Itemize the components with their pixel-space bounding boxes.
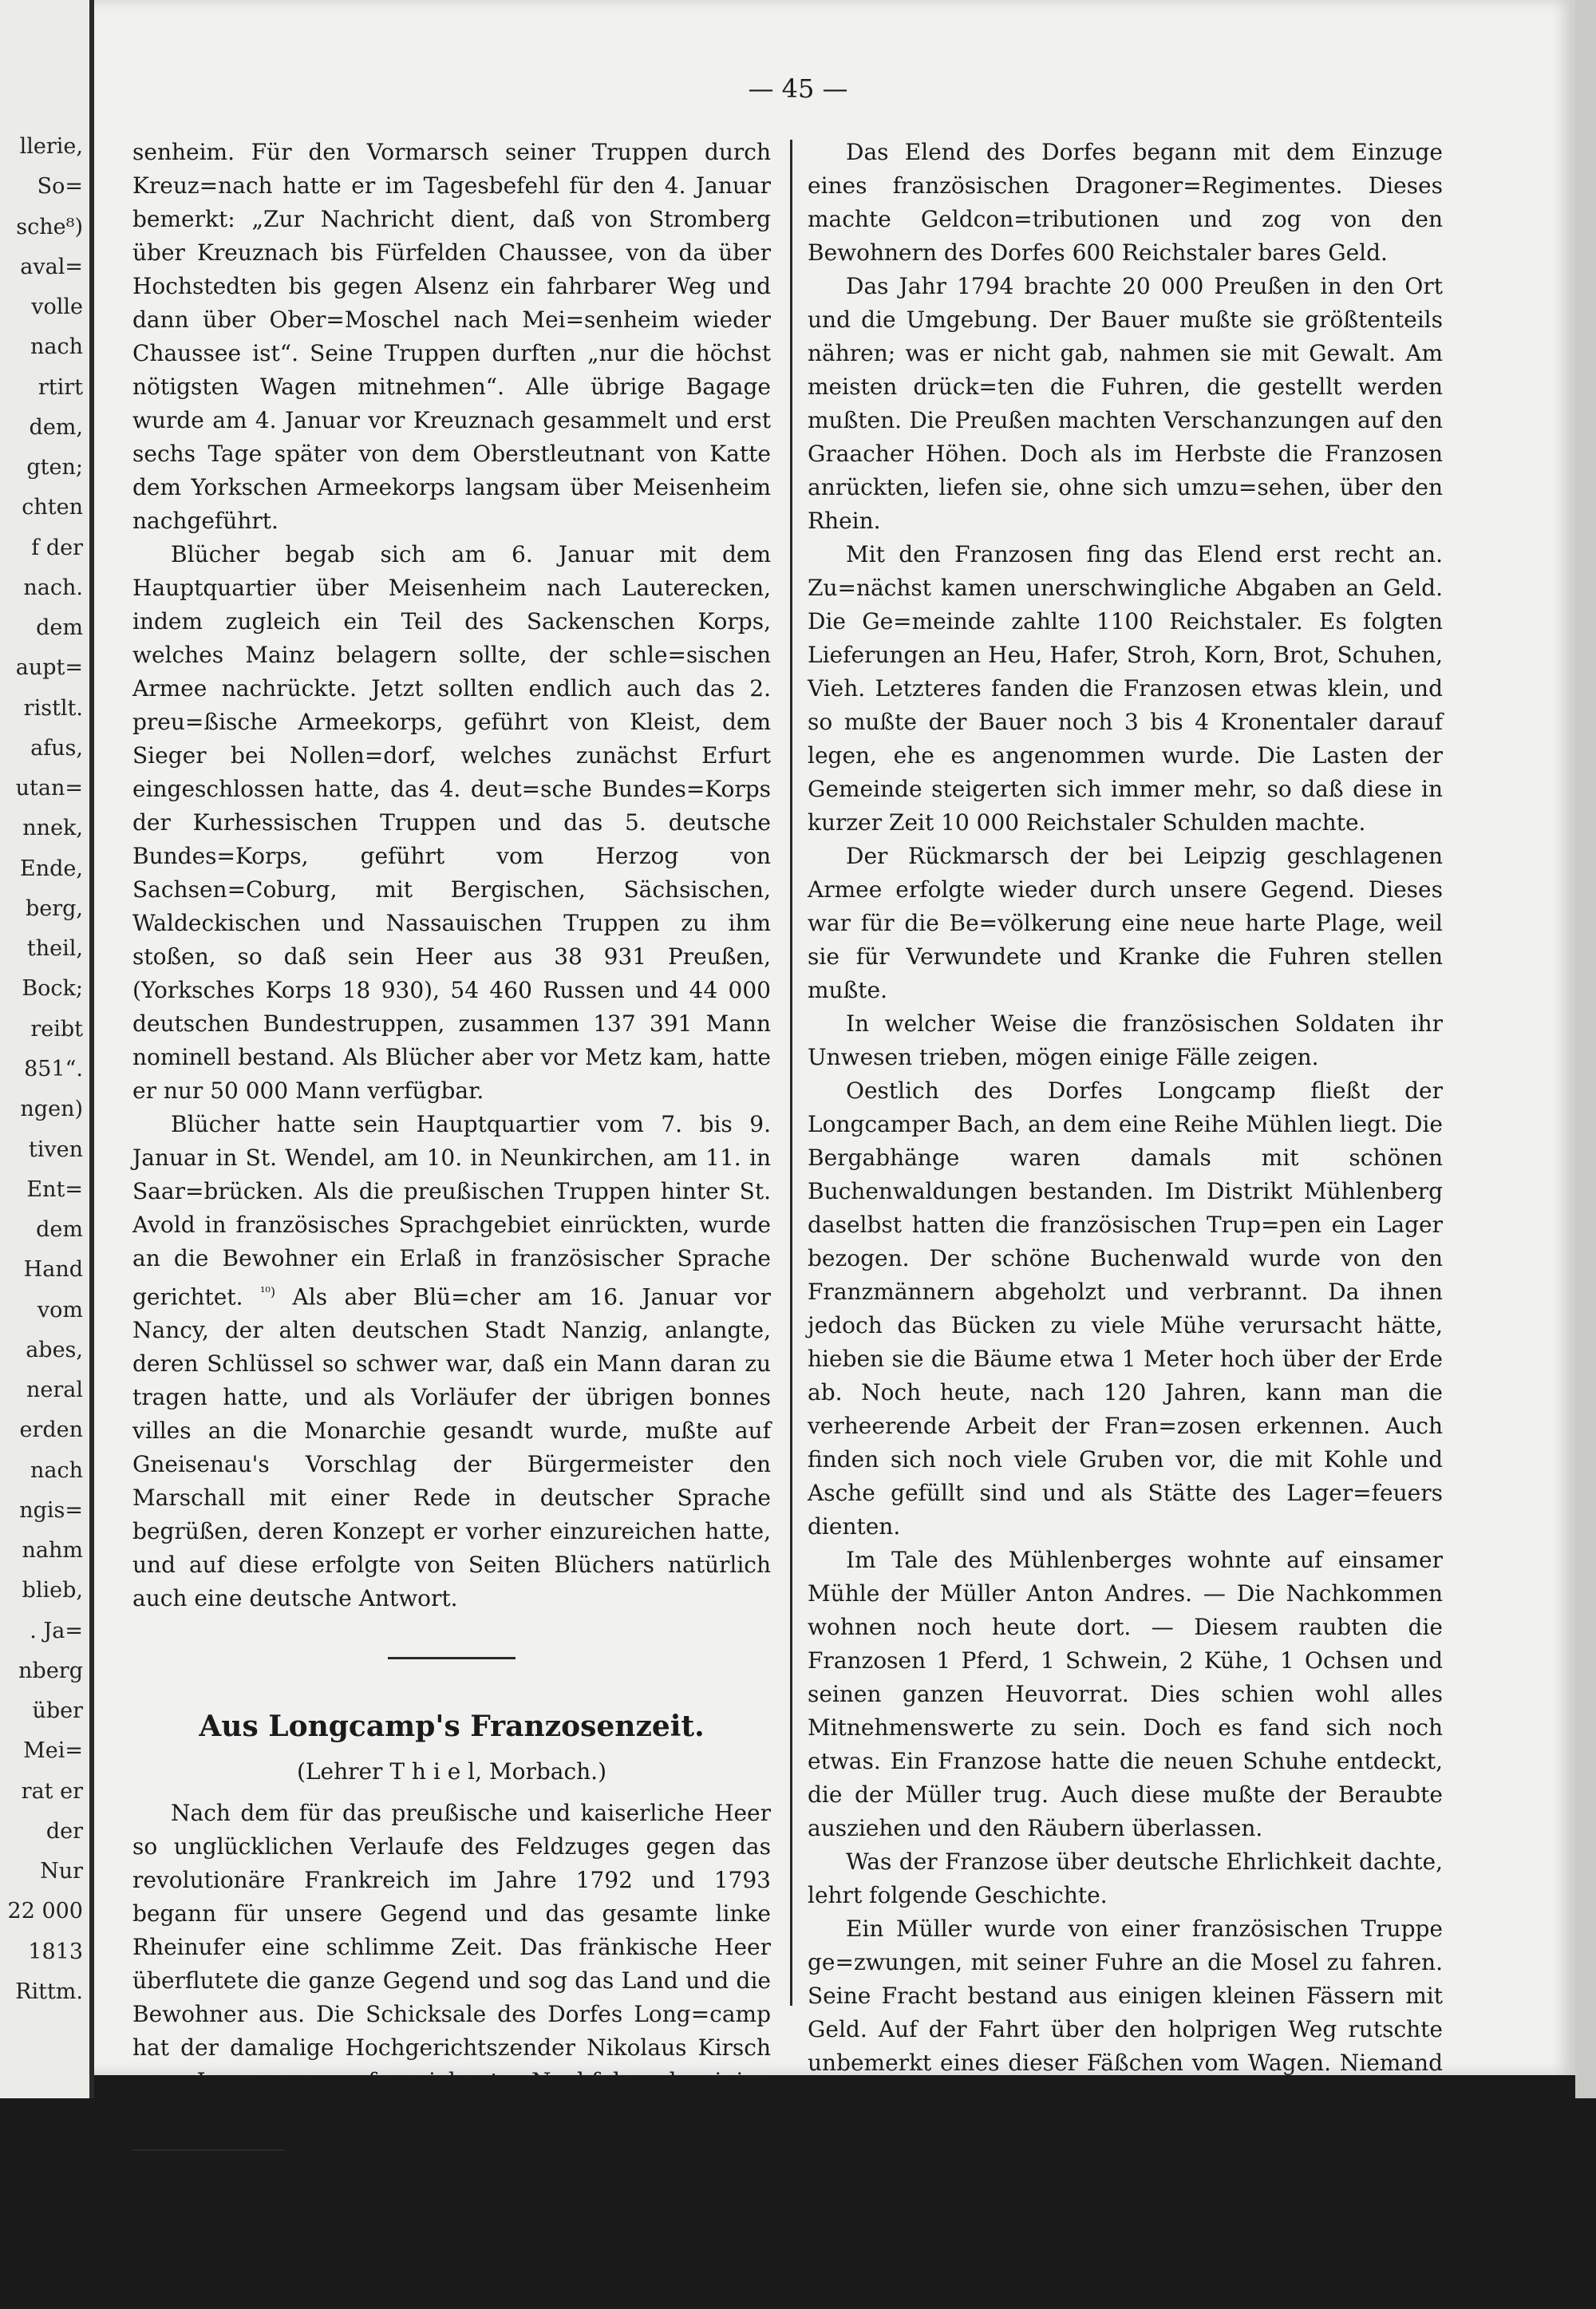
paragraph-text: Blücher hatte sein Hauptquartier vom 7. bis 9. Januar in St. Wendel, am 10. in Neunkirchen, am 11. in Saar=brücken. Als die preußischen Truppen hinter St. Avold in französisches Sprachgebiet einrückten, wurde an die Bewohner ein Erlaß in französischer Sprache gerichtet.: [132, 1111, 771, 1311]
previous-page-fragment: chten: [22, 495, 83, 520]
previous-page-fragment: rtirt: [38, 375, 83, 400]
previous-page-fragment: utan=: [15, 776, 83, 801]
left-column: [132, 136, 771, 2309]
previous-page-fragment: ngis=: [19, 1498, 83, 1523]
page-number: — 45 —: [748, 73, 848, 104]
previous-page-fragment: ngen): [20, 1097, 83, 1121]
section-divider: [388, 1657, 516, 1659]
previous-page-fragment: reibt: [30, 1017, 83, 1042]
paragraph: [132, 1108, 771, 1615]
previous-page-fragment: ristlt.: [23, 696, 83, 721]
article-heading: Aus Longcamp's Franzosenzeit.: [199, 1710, 705, 1744]
previous-page-fragment: afus,: [30, 736, 83, 761]
previous-page-fragment: 22 000: [7, 1899, 83, 1924]
previous-page-fragment: gten;: [26, 455, 83, 480]
previous-page-fragment: Nur: [40, 1859, 83, 1884]
previous-page-fragment: sche⁸): [16, 215, 83, 239]
paragraph: Blücher begab sich am 6. Januar mit dem Hauptquartier über Meisenheim nach Lauterecken, indem zugleich ein Teil des Sackenschen Korps, welches Mainz belagern sollte, der schle=sischen Armee nachrückte. Jetzt sollten endlich auch das 2. preu=ßische Armeekorps, geführt von Kleist, dem Sieger bei Nollen=dorf, welches zunächst Erfurt eingeschlossen hatte, das 4. deut=sche Bundes=Korps der Kurhessischen Truppen und das 5. deutsche Bundes=Korps, geführt vom Herzog von Sachsen=Coburg, mit Bergischen, Sächsischen, Waldeckischen und Nassauischen Truppen zu ihm stoßen, so daß sein Heer aus 38 931 Preußen, (Yorksches Korps 18 930), 54 460 Russen und 44 000 deutschen Bundestruppen, zusammen 137 391 Mann nominell bestand. Als Blücher aber vor Metz kam, hatte er nur 50 000 Mann verfügbar.: [132, 541, 771, 1104]
previous-page-fragment: Hand: [23, 1257, 83, 1282]
previous-page-fragment: Ende,: [20, 856, 83, 881]
next-page-edge: [1575, 0, 1596, 2098]
paragraph: Der Rückmarsch der bei Leipzig geschlagenen Armee erfolgte wieder durch unsere Gegend. Dieses war für die Be=völkerung eine neue harte Plage, weil sie für Verwundete und Kranke die Fuhren stellen mußte.: [808, 843, 1443, 1003]
paragraph: Was der Franzose über deutsche Ehrlichkeit dachte, lehrt folgende Geschichte.: [808, 1848, 1443, 1908]
footnote-reference: ¹⁰): [260, 1284, 276, 1299]
previous-page-fragment: abes,: [26, 1338, 83, 1362]
previous-page-fragment: der: [45, 1819, 83, 1844]
previous-page-fragment: . Ja=: [30, 1619, 83, 1643]
previous-page-fragment: über: [32, 1698, 83, 1723]
previous-page-fragment: rat er: [21, 1779, 83, 1804]
previous-page-fragment: 851“.: [24, 1057, 83, 1081]
previous-page-fragment: llerie,: [19, 134, 83, 159]
previous-page-fragment: nnek,: [22, 816, 83, 840]
previous-page-fragment: 1813: [28, 1939, 83, 1964]
previous-page-fragment: nach: [30, 1458, 83, 1483]
previous-page-fragment: dem: [36, 615, 83, 640]
paragraph: senheim. Für den Vormarsch seiner Truppen durch Kreuz=nach hatte er im Tagesbefehl für den 4. Januar bemerkt: „Zur Nachricht dient, daß von Stromberg über Kreuznach bis Fürfelden Chaussee, von da über Hochstedten bis gegen Alsenz ein fahrbarer Weg und dann über Ober=Moschel nach Mei=senheim wieder Chaussee ist“. Seine Truppen durften „nur die höchst nötigsten Wagen mitnehmen“. Alle übrige Bagage wurde am 4. Januar vor Kreuznach gesammelt und erst sechs Tage später von dem Oberstleutnant von Katte dem Yorkschen Armeekorps langsam über Meisenheim nachgeführt.: [132, 139, 771, 534]
paragraph: Das Jahr 1794 brachte 20 000 Preußen in den Ort und die Umgebung. Der Bauer mußte sie größtenteils nähren; was er nicht gab, nahmen sie mit Gewalt. Am meisten drück=ten die Fuhren, die gestellt werden mußten. Die Preußen machten Verschanzungen auf den Graacher Höhen. Doch als im Herbste die Franzosen anrückten, liefen sie, ohne sich umzu=sehen, über den Rhein.: [808, 273, 1443, 534]
previous-page-fragment: blieb,: [22, 1578, 83, 1603]
paragraph: Ein Müller wurde von einer französischen Truppe ge=zwungen, mit seiner Fuhre an die Mosel zu fahren. Seine Fracht bestand aus einigen kleinen Fässern mit Geld. Auf der Fahrt über den holprigen Weg rutschte unbemerkt eines dieser Fäßchen vom Wagen. Niemand entdeckte diesen Vor=fall. Da kam des Weges ein Bauersmann und fand das Faß mit dem klingenden Inhalte. „Das wäre eine günstige Ge=legenheit, wieder zu deinem geraubten Geld und Gut zu kom=men,“ dachte er. Er sann und erwog, was da zu tun sei.: [808, 1916, 1443, 2244]
previous-page-fragment: dem,: [29, 415, 83, 440]
paragraph: Nach dem für das preußische und kaiserliche Heer so unglücklichen Verlaufe des Feldzuges gegen das revolutionäre Frankreich im Jahre 1792 und 1793 begann für unsere Gegend und das gesamte linke Rheinufer eine schlimme Zeit. Das fränkische Heer überflutete die ganze Gegend und sog das Land und die Bewohner aus. Die Schicksale des Dorfes Long=camp hat der damalige Hochgerichtszender Nikolaus Kirsch aus Longcamp aufgezeichnet. Nachfolgend einige Einzelheiten aus diesen Aufzeichnungen.: [132, 1800, 771, 2129]
paragraph: Mit den Franzosen fing das Elend erst recht an. Zu=nächst kamen unerschwingliche Abgaben an Geld. Die Ge=meinde zahlte 1100 Reichstaler. Es folgten Lieferungen an Heu, Hafer, Stroh, Korn, Brot, Schuhen, Vieh. Letzteres fanden die Franzosen etwas klein, und so mußte der Bauer noch 3 bis 4 Kronentaler darauf legen, ehe es angenommen wurde. Die Lasten der Gemeinde steigerten sich immer mehr, so daß diese in kurzer Zeit 10 000 Reichstaler Schulden machte.: [808, 541, 1443, 836]
previous-page-edge: [0, 0, 94, 2098]
previous-page-fragment: So=: [37, 174, 83, 199]
column-divider: [790, 140, 792, 2006]
previous-page-fragment: dem: [36, 1217, 83, 1242]
paragraph: Das Elend des Dorfes begann mit dem Einzuge eines französischen Dragoner=Regimentes. Dieses machte Geldcon=tributionen und zog von den Bewohnern des Dorfes 600 Reichstaler bares Geld.: [808, 139, 1443, 266]
previous-page-fragment: erden: [19, 1417, 83, 1442]
previous-page-fragment: nberg: [18, 1659, 83, 1683]
previous-page-fragment: aval=: [20, 255, 83, 279]
previous-page-fragment: Rittm.: [15, 1979, 83, 2004]
previous-page-fragment: tiven: [28, 1137, 83, 1162]
footnote: ¹⁰) Zu Trier wurde am 15. Januar in dem noch zwei=sprachigen Journal du Département de la Sarre, Journal des Saardepartements Blüchers Erlaß vom 1. Januar in französi=scher Uebersetzung und deutschem Original gedruckt; am Ende de Blucher, von Blücher.: [132, 2169, 771, 2307]
previous-page-fragment: neral: [26, 1378, 83, 1402]
previous-page-fragment: aupt=: [15, 655, 83, 680]
paragraph: Oestlich des Dorfes Longcamp fließt der Longcamper Bach, an dem eine Reihe Mühlen liegt. Die Bergabhänge waren damals mit schönen Buchenwaldungen bestanden. Im Distrikt Mühlenberg daselbst hatten die französischen Trup=pen ein Lager bezogen. Der schöne Buchenwald wurde von den Franzmännern abgeholzt und verbrannt. Da ihnen jedoch das Bücken zu viele Mühe verursacht hätte, hieben sie die Bäume etwa 1 Meter hoch über der Erde ab. Noch heute, nach 120 Jahren, kann man die verheerende Arbeit der Fran=zosen erkennen. Auch finden sich noch viele Gruben vor, die mit Kohle und Asche gefüllt sind und als Stätte des Lager=feuers dienten.: [808, 1077, 1443, 1540]
previous-page-fragment: f der: [31, 536, 83, 560]
previous-page-fragment: vom: [37, 1298, 83, 1323]
article-byline: (Lehrer T h i e l, Morbach.): [296, 1758, 607, 1785]
previous-page-fragment: nahm: [22, 1538, 83, 1563]
previous-page-fragment: Mei=: [23, 1738, 83, 1763]
previous-page-fragment: berg,: [25, 896, 83, 921]
right-column: [808, 136, 1443, 2248]
paragraph-text: Als aber Blü=cher am 16. Januar vor Nancy, der alten deutschen Stadt Nanzig, anlangte, deren Schlüssel so schwer war, daß ein Mann daran zu tragen hatte, und als Vorläufer der übrigen bonnes villes an die Monarchie gesandt wurde, mußte auf Gneisenau's Vorschlag der Bürgermeister den Marschall mit einer Rede in deutscher Sprache begrüßen, deren Konzept er vorher einzureichen hatte, und auf diese erfolgte von Seiten Blüchers natürlich auch eine deutsche Antwort.: [132, 1283, 771, 1612]
previous-page-fragment: volle: [31, 295, 83, 319]
previous-page-fragment: theil,: [26, 936, 83, 961]
paragraph: In welcher Weise die französischen Soldaten ihr Unwesen trieben, mögen einige Fälle zeigen.: [808, 1010, 1443, 1070]
previous-page-fragment: Ent=: [26, 1177, 83, 1202]
previous-page-fragment: nach.: [23, 575, 83, 600]
footnote-divider: [132, 2149, 284, 2151]
paragraph: Im Tale des Mühlenberges wohnte auf einsamer Mühle der Müller Anton Andres. — Die Nachkommen wohnen noch heute dort. — Diesem raubten die Franzosen 1 Pferd, 1 Schwein, 2 Kühe, 1 Ochsen und seinen ganzen Heuvorrat. Dies schien wohl alles Mitnehmenswerte zu sein. Doch es fand sich noch etwas. Ein Franzose hatte die neuen Schuhe entdeckt, die der Müller trug. Auch diese mußte der Beraubte ausziehen und den Räubern überlassen.: [808, 1547, 1443, 1841]
previous-page-fragment: nach: [30, 334, 83, 359]
previous-page-fragment: Bock;: [22, 976, 83, 1001]
